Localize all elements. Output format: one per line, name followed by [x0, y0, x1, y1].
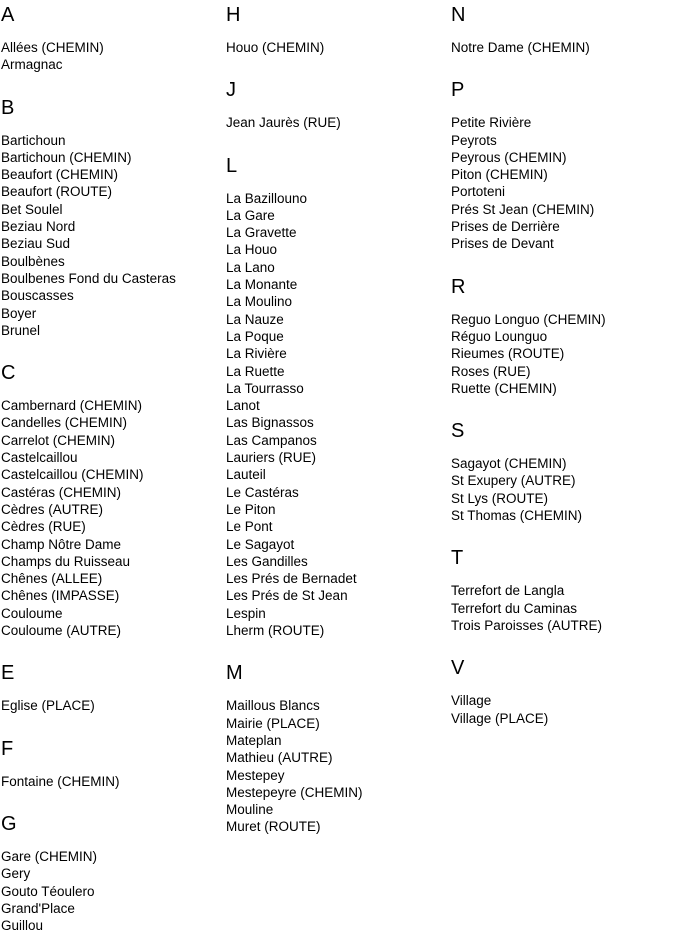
letter-heading-c: C — [1, 362, 16, 385]
street-name: La Moulino — [226, 294, 293, 310]
street-name: Portoteni — [451, 184, 506, 200]
letter-section-f — [1, 738, 225, 790]
street-name: Sagayot (CHEMIN) — [451, 456, 567, 472]
street-name: Prises de Devant — [451, 236, 554, 252]
letter-section-c — [1, 362, 225, 639]
street-name: Chênes (ALLEE) — [1, 571, 103, 587]
street-name: La Houo — [226, 242, 278, 258]
letter-section-g — [1, 813, 225, 934]
index-column-3 — [450, 4, 675, 727]
street-name: Mairie (PLACE) — [226, 715, 320, 731]
street-name: Allées (CHEMIN) — [1, 40, 104, 55]
street-name: Bartichoun (CHEMIN) — [1, 149, 132, 165]
street-name: Peyrots — [451, 132, 497, 148]
letter-heading-a: A — [1, 4, 15, 26]
street-name: Eglise (PLACE) — [1, 698, 95, 714]
street-name: Les Prés de Bernadet — [226, 571, 357, 587]
street-name: Houo (CHEMIN) — [226, 40, 325, 55]
letter-heading-p: P — [451, 79, 465, 102]
street-name: Les Gandilles — [226, 553, 308, 569]
street-name: Beziau Nord — [1, 219, 76, 235]
street-name: Roses (RUE) — [451, 363, 531, 379]
street-name: Trois Paroisses (AUTRE) — [451, 617, 603, 633]
letter-heading-e: E — [1, 662, 15, 685]
street-name: Lauteil — [226, 467, 266, 483]
street-name: Le Castéras — [226, 484, 299, 500]
street-name: La Poque — [226, 328, 284, 344]
street-name: Reguo Longuo (CHEMIN) — [451, 311, 606, 327]
street-name: La Rivière — [226, 346, 287, 362]
street-name: Mestepeyre (CHEMIN) — [226, 784, 363, 800]
street-name: La Bazillouno — [226, 190, 308, 206]
street-name: Boulbenes Fond du Casteras — [1, 270, 176, 286]
street-name: Bet Soulel — [1, 201, 63, 217]
letter-heading-s: S — [451, 420, 465, 443]
street-name: Cambernard (CHEMIN) — [1, 398, 143, 414]
street-name: St Lys (ROUTE) — [451, 490, 549, 506]
street-name: Mateplan — [226, 732, 282, 748]
letter-section-b — [1, 97, 225, 340]
street-name: Lherm (ROUTE) — [226, 623, 325, 639]
street-name: St Thomas (CHEMIN) — [451, 508, 583, 524]
letter-heading-f: F — [1, 737, 14, 760]
letter-heading-l: L — [226, 154, 238, 177]
street-name: Mouline — [226, 802, 274, 818]
street-name: La Ruette — [226, 363, 285, 379]
street-name: Lauriers (RUE) — [226, 450, 317, 466]
street-name: Castelcaillou — [1, 450, 78, 466]
street-name: Petite Rivière — [451, 115, 532, 131]
street-name: Castelcaillou (CHEMIN) — [1, 467, 144, 483]
street-name: Boulbènes — [1, 253, 65, 269]
street-name: Jean Jaurès (RUE) — [226, 115, 341, 131]
street-name: Bartichoun — [1, 132, 66, 148]
street-name: Mathieu (AUTRE) — [226, 750, 333, 766]
street-name: Mestepey — [226, 767, 285, 783]
street-name: Beaufort (CHEMIN) — [1, 167, 119, 183]
letter-section-h — [226, 4, 450, 56]
street-name: Couloume (AUTRE) — [1, 623, 122, 639]
letter-heading-h: H — [226, 4, 241, 26]
street-name: Champ Nôtre Dame — [1, 536, 122, 552]
letter-section-a — [1, 4, 225, 74]
street-name: Fontaine (CHEMIN) — [1, 773, 120, 789]
street-name: La Monante — [226, 277, 298, 293]
street-name: Candelles (CHEMIN) — [1, 415, 128, 431]
street-name: Les Prés de St Jean — [226, 588, 348, 604]
street-name: Couloume — [1, 605, 63, 621]
letter-section-v — [451, 657, 675, 727]
street-name: Rieumes (ROUTE) — [451, 346, 565, 362]
street-name: Bouscasses — [1, 288, 74, 304]
street-name: Ruette (CHEMIN) — [451, 380, 557, 396]
street-name: St Exupery (AUTRE) — [451, 473, 576, 489]
street-name: Le Pont — [226, 519, 273, 535]
street-name: Chênes (IMPASSE) — [1, 588, 120, 604]
street-name: Piton (CHEMIN) — [451, 167, 548, 183]
street-name: Terrefort du Caminas — [451, 600, 578, 616]
street-name: Castéras (CHEMIN) — [1, 484, 122, 500]
street-name: Grand'Place — [1, 900, 75, 916]
street-name: Champs du Ruisseau — [1, 553, 131, 569]
street-name: Las Bignassos — [226, 415, 314, 431]
letter-section-n — [451, 4, 675, 56]
letter-heading-m: M — [226, 662, 243, 685]
street-name: Guillou — [1, 918, 44, 934]
street-name: Réguo Lounguo — [451, 328, 548, 344]
letter-heading-v: V — [451, 657, 465, 680]
letter-section-l — [226, 155, 450, 640]
letter-heading-g: G — [1, 812, 17, 835]
street-name: La Nauze — [226, 311, 284, 327]
letter-section-t — [451, 547, 675, 634]
letter-section-p — [451, 79, 675, 252]
letter-heading-t: T — [451, 547, 464, 570]
letter-section-s — [451, 420, 675, 524]
street-name: La Tourrasso — [226, 380, 304, 396]
street-name: Notre Dame (CHEMIN) — [451, 40, 590, 55]
street-name: Carrelot (CHEMIN) — [1, 432, 116, 448]
street-name: Beziau Sud — [1, 236, 71, 252]
street-name: Prés St Jean (CHEMIN) — [451, 201, 595, 217]
index-column-2 — [225, 4, 450, 836]
street-name: Cèdres (AUTRE) — [1, 501, 104, 517]
street-name: Village — [451, 693, 492, 709]
index-column-1 — [0, 4, 225, 934]
street-name: Brunel — [1, 322, 41, 338]
street-name: Gery — [1, 866, 31, 882]
street-name: Gare (CHEMIN) — [1, 848, 98, 864]
street-name: Maillous Blancs — [226, 698, 320, 714]
street-name: Beaufort (ROUTE) — [1, 184, 113, 200]
street-name: Las Campanos — [226, 432, 317, 448]
letter-section-e — [1, 662, 225, 714]
street-name: La Gravette — [226, 225, 297, 241]
street-name: Muret (ROUTE) — [226, 819, 321, 835]
street-name: Cèdres (RUE) — [1, 519, 86, 535]
letter-section-j — [226, 79, 450, 131]
letter-heading-r: R — [451, 275, 466, 298]
letter-heading-b: B — [1, 96, 15, 119]
street-name: Gouto Téoulero — [1, 883, 95, 899]
street-name: Armagnac — [1, 57, 63, 73]
letter-heading-n: N — [451, 4, 466, 26]
letter-section-r — [451, 276, 675, 397]
street-name: La Gare — [226, 207, 275, 223]
street-name: Lespin — [226, 605, 266, 621]
street-name: Le Piton — [226, 501, 276, 517]
street-name: Peyrous (CHEMIN) — [451, 149, 567, 165]
street-name: Le Sagayot — [226, 536, 295, 552]
street-name: Prises de Derrière — [451, 219, 560, 235]
letter-section-m — [226, 662, 450, 835]
letter-heading-j: J — [226, 79, 236, 102]
street-name: Lanot — [226, 398, 260, 414]
street-name: Village (PLACE) — [451, 710, 549, 726]
street-name: La Lano — [226, 259, 275, 275]
street-name: Boyer — [1, 305, 37, 321]
street-name: Terrefort de Langla — [451, 583, 565, 599]
